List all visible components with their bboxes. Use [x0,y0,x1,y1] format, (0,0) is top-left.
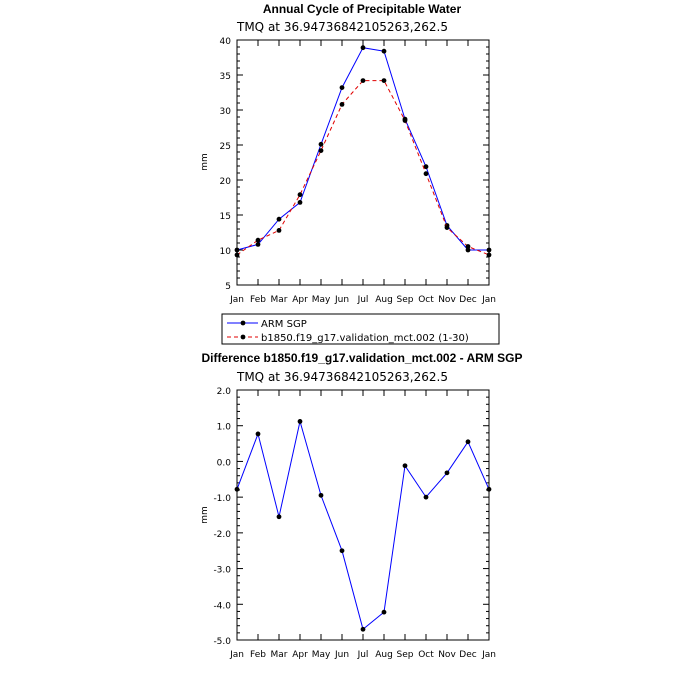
chart1-series-1-point [298,192,303,197]
legend-marker-arm-sgp [241,321,246,326]
chart2-series-0-point [361,627,366,632]
chart1-x-tick-label: Mar [270,295,288,305]
chart2-x-tick-label: Nov [438,650,456,660]
chart1-series-1-point [319,148,324,153]
chart1-x-tick-label: Jan [230,295,244,305]
chart1-x-tick-label: Oct [418,295,434,305]
chart1-y-tick-label: 35 [219,72,231,82]
chart1-title: Annual Cycle of Precipitable Water [262,2,462,16]
chart1-y-tick-label: 30 [219,107,231,117]
chart2-y-axis-label: mm [200,506,210,524]
chart1-series-1-point [466,244,471,249]
chart2-x-tick-label: Dec [459,650,477,660]
chart2-series-0-point [277,514,282,519]
chart1-y-tick-label: 25 [219,142,231,152]
chart1-series-1-point [424,171,429,176]
legend-label-arm-sgp: ARM SGP [261,319,307,330]
chart2-x-tick-label: Mar [270,650,288,660]
chart2-series-0-point [424,495,429,500]
chart2-x-tick-label: Feb [250,650,266,660]
chart1-y-axis-label: mm [200,153,210,171]
chart1-series-0-point [235,248,240,253]
chart2-subtitle: TMQ at 36.94736842105263,262.5 [237,370,448,384]
chart2-series-0-point [487,487,492,492]
chart1-series-0-point [340,85,345,90]
chart2-y-tick-label: 1.0 [216,422,231,433]
chart1-y-tick-label: 15 [219,212,231,222]
chart2-x-tick-label: Aug [375,650,393,660]
chart2-series-0-point [235,487,240,492]
chart2-y-tick-label: -2.0 [213,529,231,540]
chart1-y-tick-label: 20 [219,177,231,187]
legend-label-model: b1850.f19_g17.validation_mct.002 (1-30) [261,333,469,344]
chart2-title: Difference b1850.f19_g17.validation_mct.002 - ARM SGP [201,351,523,365]
chart1-plot-frame [237,40,489,285]
chart1-x-tick-label: Aug [375,295,393,305]
chart1-legend [222,314,499,344]
chart1-series-0-point [361,45,366,50]
chart1-series-1-point [403,118,408,123]
chart2-series-0-point [340,548,345,553]
chart2-series-0-point [256,432,261,437]
chart1-series-1-point [445,225,450,230]
chart1-series-0-point [277,217,282,222]
chart2-series-0-line [237,421,489,629]
legend-marker-model [241,335,246,340]
chart1-x-tick-label: Sep [396,295,414,305]
precipitable-water-chart [200,2,496,305]
chart1-series-1-line [237,81,489,255]
chart2-y-tick-label: -4.0 [213,601,231,612]
chart1-x-tick-label: May [311,295,331,305]
chart1-series-0-line [237,48,489,250]
chart1-x-tick-label: Apr [292,295,308,305]
chart1-series-1-point [382,78,387,83]
chart2-y-tick-label: -5.0 [213,637,231,647]
chart1-series-1-point [361,78,366,83]
chart1-subtitle: TMQ at 36.94736842105263,262.5 [237,20,448,34]
chart2-x-tick-label: Jan [230,650,244,660]
chart2-plot-frame [237,390,489,640]
chart2-series-0-point [445,470,450,475]
difference-chart [200,351,523,660]
chart1-series-1-point [487,253,492,258]
chart1-x-tick-label: Nov [438,295,456,305]
chart2-y-tick-label: -1.0 [213,494,231,505]
chart2-y-tick-label: 0.0 [216,458,231,469]
chart2-x-tick-label: Oct [418,650,434,660]
chart2-series-0-point [466,439,471,444]
chart1-series-0-point [382,49,387,54]
chart2-x-tick-label: May [311,650,331,660]
chart1-x-tick-label: Jul [357,295,369,305]
chart2-x-tick-label: Jun [334,650,350,660]
chart1-x-tick-label: Dec [459,295,477,305]
chart1-x-tick-label: Jan [482,295,496,305]
chart2-x-tick-label: Jul [357,650,369,660]
chart2-series-0-point [403,463,408,468]
chart2-x-tick-label: Jan [482,650,496,660]
chart2-series-0-point [319,493,324,498]
chart1-x-tick-label: Feb [250,295,266,305]
chart1-series-0-point [256,242,261,247]
chart1-series-1-point [235,253,240,258]
chart1-series-1-point [277,228,282,233]
chart2-x-tick-label: Apr [292,650,308,660]
chart2-series-0-point [382,610,387,615]
chart1-series-1-point [340,102,345,107]
chart1-series-1-point [256,238,261,243]
chart1-series-0-point [298,200,303,205]
chart2-y-tick-label: 2.0 [216,387,231,397]
chart1-y-tick-label: 10 [219,247,231,257]
chart1-series-0-point [487,248,492,253]
chart1-y-tick-label: 5 [225,282,231,292]
chart1-y-tick-label: 40 [219,37,231,47]
chart2-x-tick-label: Sep [396,650,414,660]
chart1-x-tick-label: Jun [334,295,350,305]
chart2-y-tick-label: -3.0 [213,565,231,576]
chart2-series-0-point [298,419,303,424]
